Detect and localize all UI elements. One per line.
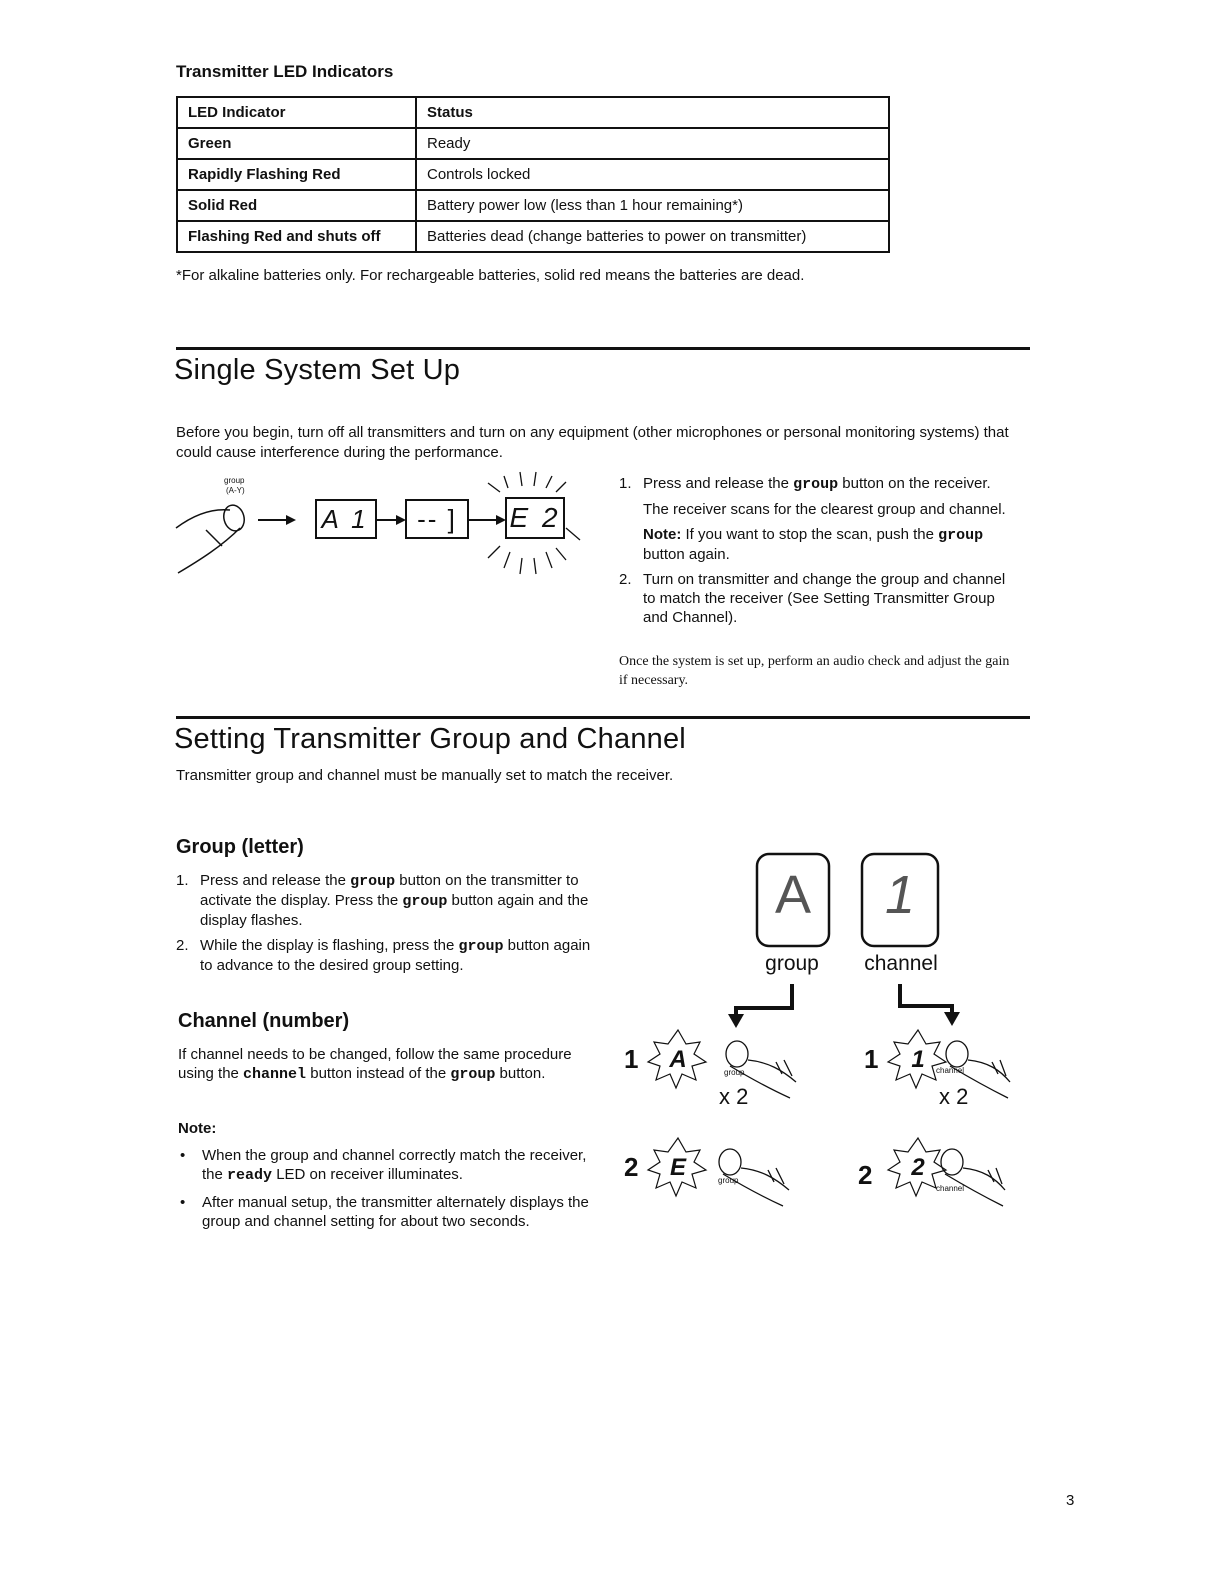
note-label: Note: xyxy=(178,1120,217,1137)
arrow-down-icon xyxy=(728,984,792,1028)
status-cell: Ready xyxy=(416,128,889,159)
note-text-part: After manual setup, the transmitter alternately displays the group and channel setting for about two seconds. xyxy=(202,1194,589,1230)
step-text-part: Press and release the xyxy=(200,872,351,889)
step-number: 1. xyxy=(176,872,189,889)
ready-led-code: ready xyxy=(227,1167,273,1184)
note-text-part: If you want to stop the scan, push the xyxy=(681,526,939,543)
single-setup-intro: Before you begin, turn off all transmitters and turn on any equipment (other microphones or personal monitoring systems) that could cause interference during the performance. xyxy=(176,424,1009,461)
indicator-cell: Rapidly Flashing Red xyxy=(177,159,416,190)
group-button-code: group xyxy=(450,1066,496,1083)
arrow-right-icon xyxy=(376,515,406,525)
single-setup-steps xyxy=(619,474,1019,633)
flash-digit: E xyxy=(669,1154,686,1181)
group-label: group xyxy=(765,952,819,975)
step-text-part: Press and release the xyxy=(643,475,794,492)
group-display-text: A xyxy=(774,865,812,925)
step-text-part: While the display is flashing, press the xyxy=(200,937,459,954)
page-number: 3 xyxy=(1066,1492,1075,1509)
flash-digit: A xyxy=(669,1046,687,1073)
group-steps xyxy=(176,871,596,981)
table-row xyxy=(177,221,889,252)
arrow-down-icon xyxy=(900,984,960,1026)
times-two-label: x 2 xyxy=(719,1084,749,1109)
note-text-part: button again. xyxy=(643,546,730,563)
setting-heading: Setting Transmitter Group and Channel xyxy=(174,723,686,755)
figure-button-range: (A-Y) xyxy=(226,486,245,495)
note-label: Note: xyxy=(643,526,682,543)
para-text-part: button instead of the xyxy=(306,1065,451,1082)
small-group-label: group xyxy=(724,1068,745,1077)
table-header-row xyxy=(177,97,889,128)
step-text-part: button again to advance to the desired group setting. xyxy=(200,937,591,974)
group-button-code: group xyxy=(793,476,839,493)
group-button-code: group xyxy=(402,893,448,910)
channel-step-number: 2 xyxy=(858,1160,873,1190)
group-button-code: group xyxy=(938,527,984,544)
led-section-title: Transmitter LED Indicators xyxy=(176,62,394,81)
step-text-part: button on the transmitter to activate the display. Press the xyxy=(200,872,579,909)
section-divider xyxy=(176,716,1030,719)
list-item xyxy=(176,871,596,930)
step-note xyxy=(643,525,1019,564)
step-text-part: button on the receiver. xyxy=(838,475,991,492)
group-heading: Group (letter) xyxy=(176,836,304,858)
led-footnote: *For alkaline batteries only. For rechargeable batteries, solid red means the batteries are dead. xyxy=(176,267,805,284)
group-step-number: 1 xyxy=(624,1044,639,1074)
note-text-part: LED on receiver illuminates. xyxy=(272,1166,463,1183)
step-number: 2. xyxy=(619,571,632,588)
flash-burst-icon xyxy=(648,1030,946,1196)
channel-display-text: 1 xyxy=(884,865,916,925)
times-two-label: x 2 xyxy=(939,1084,969,1109)
small-channel-label: channel xyxy=(936,1184,965,1193)
section-divider xyxy=(176,347,1030,350)
channel-button-code: channel xyxy=(243,1066,307,1083)
small-group-label: group xyxy=(718,1176,739,1185)
para-text-part: button. xyxy=(495,1065,546,1082)
bullet: • xyxy=(180,1194,186,1211)
para-text-part: If channel needs to be changed, follow the same procedure using the xyxy=(178,1046,572,1082)
step-text-part: button again and the display flashes. xyxy=(200,892,589,929)
table-row xyxy=(177,190,889,221)
table-row xyxy=(177,159,889,190)
arrow-right-icon xyxy=(258,515,296,525)
list-item xyxy=(619,474,1019,564)
group-step-number: 2 xyxy=(624,1152,639,1182)
channel-step-number: 1 xyxy=(864,1044,879,1074)
channel-paragraph xyxy=(178,1045,578,1084)
led-table xyxy=(176,96,890,253)
channel-label: channel xyxy=(864,952,938,975)
status-cell: Battery power low (less than 1 hour remaining*) xyxy=(416,190,889,221)
step-detail: The receiver scans for the clearest group and channel. xyxy=(643,501,1006,518)
status-cell: Controls locked xyxy=(416,159,889,190)
note-text-part: When the group and channel correctly match the receiver, the xyxy=(202,1147,587,1183)
flash-digit: 1 xyxy=(911,1046,925,1073)
header-cell: Status xyxy=(416,97,889,128)
step-number: 1. xyxy=(619,475,632,492)
channel-heading: Channel (number) xyxy=(178,1010,350,1032)
indicator-cell: Solid Red xyxy=(177,190,416,221)
group-button-code: group xyxy=(350,873,396,890)
status-cell: Batteries dead (change batteries to power on transmitter) xyxy=(416,221,889,252)
flash-digit: 2 xyxy=(911,1154,925,1181)
list-item xyxy=(619,570,1019,627)
table-row xyxy=(177,128,889,159)
indicator-cell: Green xyxy=(177,128,416,159)
setting-subtitle: Transmitter group and channel must be manually set to match the receiver. xyxy=(176,767,674,784)
display-text-2: -- ] xyxy=(417,504,457,534)
step-text xyxy=(643,474,1019,494)
group-button-code: group xyxy=(458,938,504,955)
list-item xyxy=(178,1146,598,1185)
indicator-cell: Flashing Red and shuts off xyxy=(177,221,416,252)
small-channel-label: channel xyxy=(936,1066,965,1075)
display-text-1: A 1 xyxy=(321,504,369,534)
list-item xyxy=(176,936,596,975)
list-item xyxy=(178,1193,598,1231)
single-setup-heading: Single System Set Up xyxy=(174,354,461,386)
figure-button-label: group xyxy=(224,476,245,485)
step-text: Turn on transmitter and change the group and channel to match the receiver (See Setting Transmitter Group and Channel). xyxy=(643,571,1006,626)
notes-list xyxy=(178,1146,598,1239)
header-cell: LED Indicator xyxy=(177,97,416,128)
bullet: • xyxy=(180,1147,186,1164)
finger-press-icon xyxy=(176,503,247,573)
arrow-right-icon xyxy=(468,515,506,525)
display-text-3: E 2 xyxy=(509,502,561,533)
step-number: 2. xyxy=(176,937,189,954)
single-setup-after: Once the system is set up, perform an audio check and adjust the gain if necessary. xyxy=(619,654,1010,688)
